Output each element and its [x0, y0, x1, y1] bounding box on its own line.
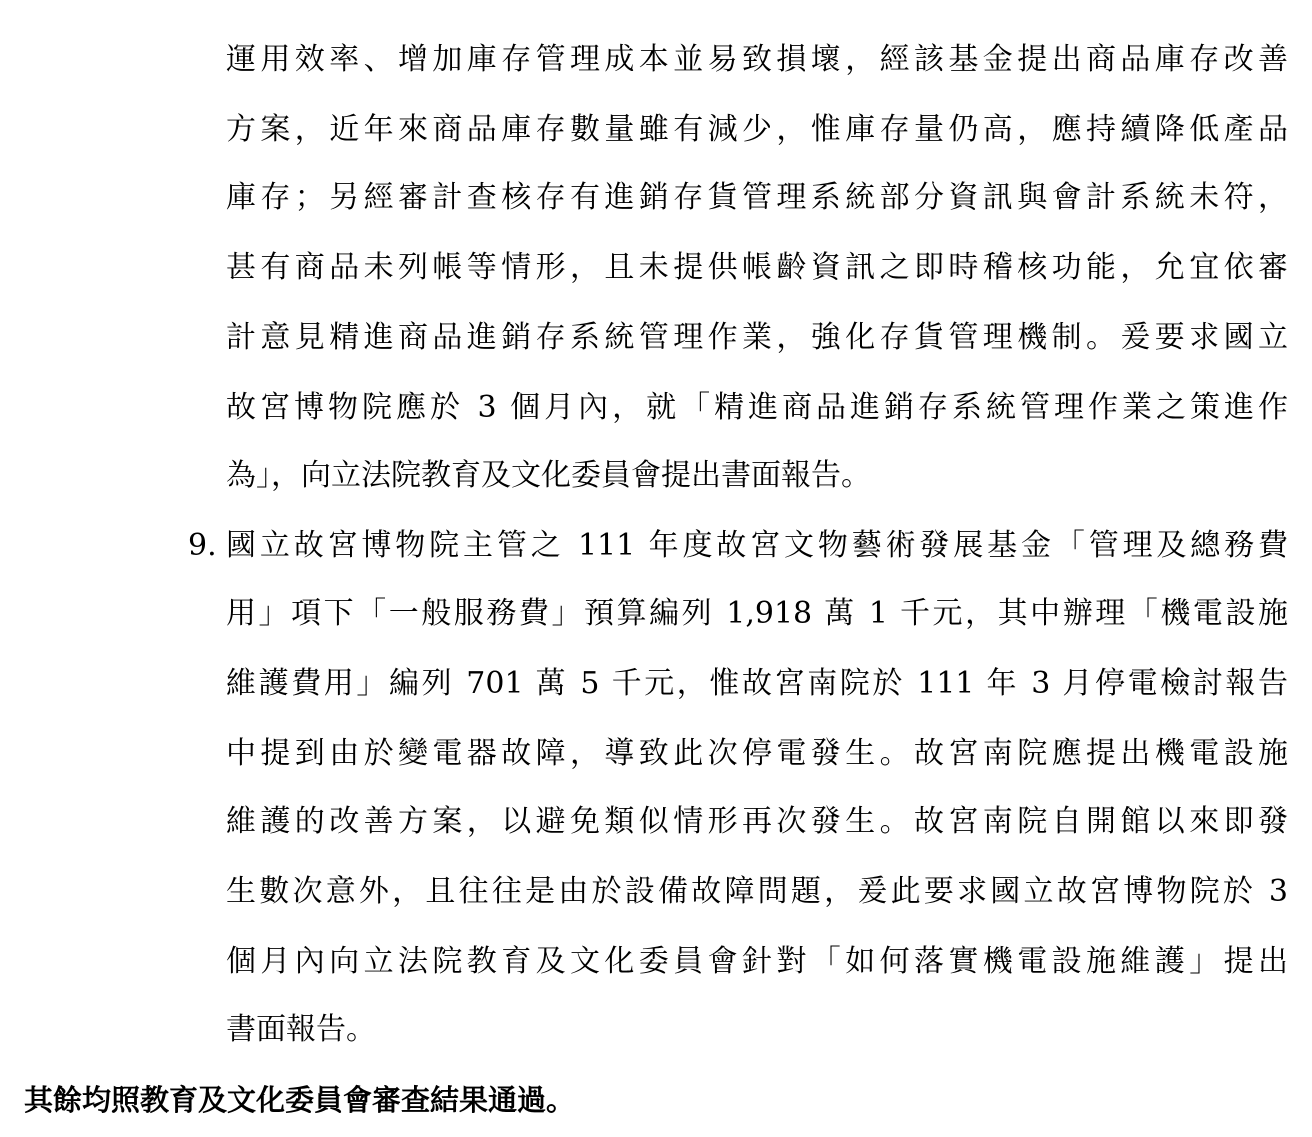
paragraph-8-line-7: 為」，向立法院教育及文化委員會提出書面報告。: [226, 458, 871, 493]
paragraph-8-line-5: 計意見精進商品進銷存系統管理作業，強化存貨管理機制。爰要求國立: [226, 320, 1288, 355]
item-9-line-4: 中提到由於變電器故障，導致此次停電發生。故宮南院應提出機電設施: [226, 736, 1288, 771]
item-9-line-5: 維護的改善方案，以避免類似情形再次發生。故宮南院自開館以來即發: [226, 804, 1288, 839]
item-9-line-2: 用」項下「一般服務費」預算編列 1,918 萬 1 千元，其中辦理「機電設施: [226, 596, 1288, 631]
item-9-line-7: 個月內向立法院教育及文化委員會針對「如何落實機電設施維護」提出: [226, 944, 1288, 979]
item-9-line-6: 生數次意外，且往往是由於設備故障問題，爰此要求國立故宮博物院於 3: [226, 874, 1288, 909]
paragraph-8-line-4: 甚有商品未列帳等情形，且未提供帳齡資訊之即時稽核功能，允宜依審: [226, 250, 1288, 285]
paragraph-8-line-1: 運用效率、增加庫存管理成本並易致損壞，經該基金提出商品庫存改善: [226, 42, 1288, 77]
paragraph-8-line-2: 方案，近年來商品庫存數量雖有減少，惟庫存量仍高，應持續降低產品: [226, 112, 1288, 147]
paragraph-8-line-3: 庫存；另經審計查核存有進銷存貨管理系統部分資訊與會計系統未符，: [226, 180, 1288, 215]
paragraph-8-line-6: 故宮博物院應於 3 個月內，就「精進商品進銷存系統管理作業之策進作: [226, 390, 1288, 425]
item-9-line-1: 國立故宮博物院主管之 111 年度故宮文物藝術發展基金「管理及總務費: [226, 528, 1288, 563]
closing-statement: 其餘均照教育及文化委員會審查結果通過。: [24, 1083, 576, 1117]
item-9-line-8: 書面報告。: [226, 1012, 376, 1047]
item-9-number: 9.: [188, 528, 217, 563]
item-9-line-3: 維護費用」編列 701 萬 5 千元，惟故宮南院於 111 年 3 月停電檢討報告: [226, 666, 1288, 701]
